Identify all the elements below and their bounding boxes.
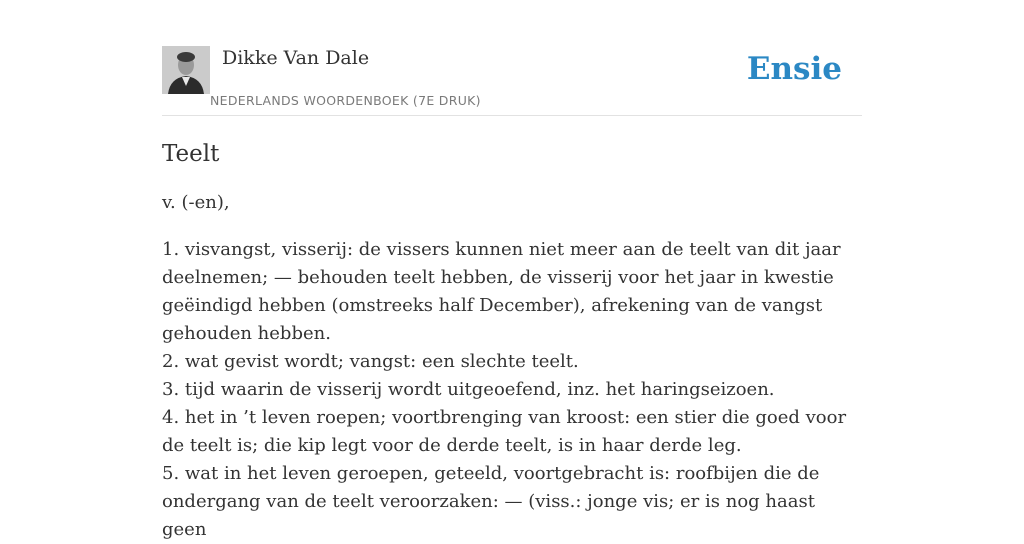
- entry-grammar: v. (-en),: [162, 192, 230, 213]
- portrait-image: [162, 46, 210, 94]
- definition-item: 1. visvangst, visserij: de vissers kunnen niet meer aan de teelt van dit jaar deelnemen; — behouden teelt hebben, de visserij voor het jaar in kwestie geëindigd hebben (omstreeks half December), afrekening van de vangst gehouden hebben.: [162, 239, 841, 344]
- brand-logo[interactable]: Ensie: [746, 51, 842, 87]
- entry-content: [162, 139, 852, 544]
- definition-item: 5. wat in het leven geroepen, geteeld, voortgebracht is: roofbijen die de ondergang van de teelt veroorzaken: — (viss.: jonge vis; er is nog haast geen: [162, 463, 820, 540]
- source-label[interactable]: NEDERLANDS WOORDENBOEK (7E DRUK): [210, 93, 481, 108]
- author-name[interactable]: Dikke Van Dale: [222, 47, 370, 69]
- definition-item: 4. het in ’t leven roepen; voortbrenging van kroost: een stier die goed voor de teelt is; die kip legt voor de derde teelt, is in haar derde leg.: [162, 407, 847, 456]
- entry-header: [162, 46, 862, 116]
- entry-title: Teelt: [162, 141, 220, 167]
- definition-item: 2. wat gevist wordt; vangst: een slechte teelt.: [162, 351, 579, 372]
- avatar[interactable]: [162, 46, 210, 94]
- definition-item: 3. tijd waarin de visserij wordt uitgeoefend, inz. het haringseizoen.: [162, 379, 775, 400]
- definition-list: [162, 236, 852, 544]
